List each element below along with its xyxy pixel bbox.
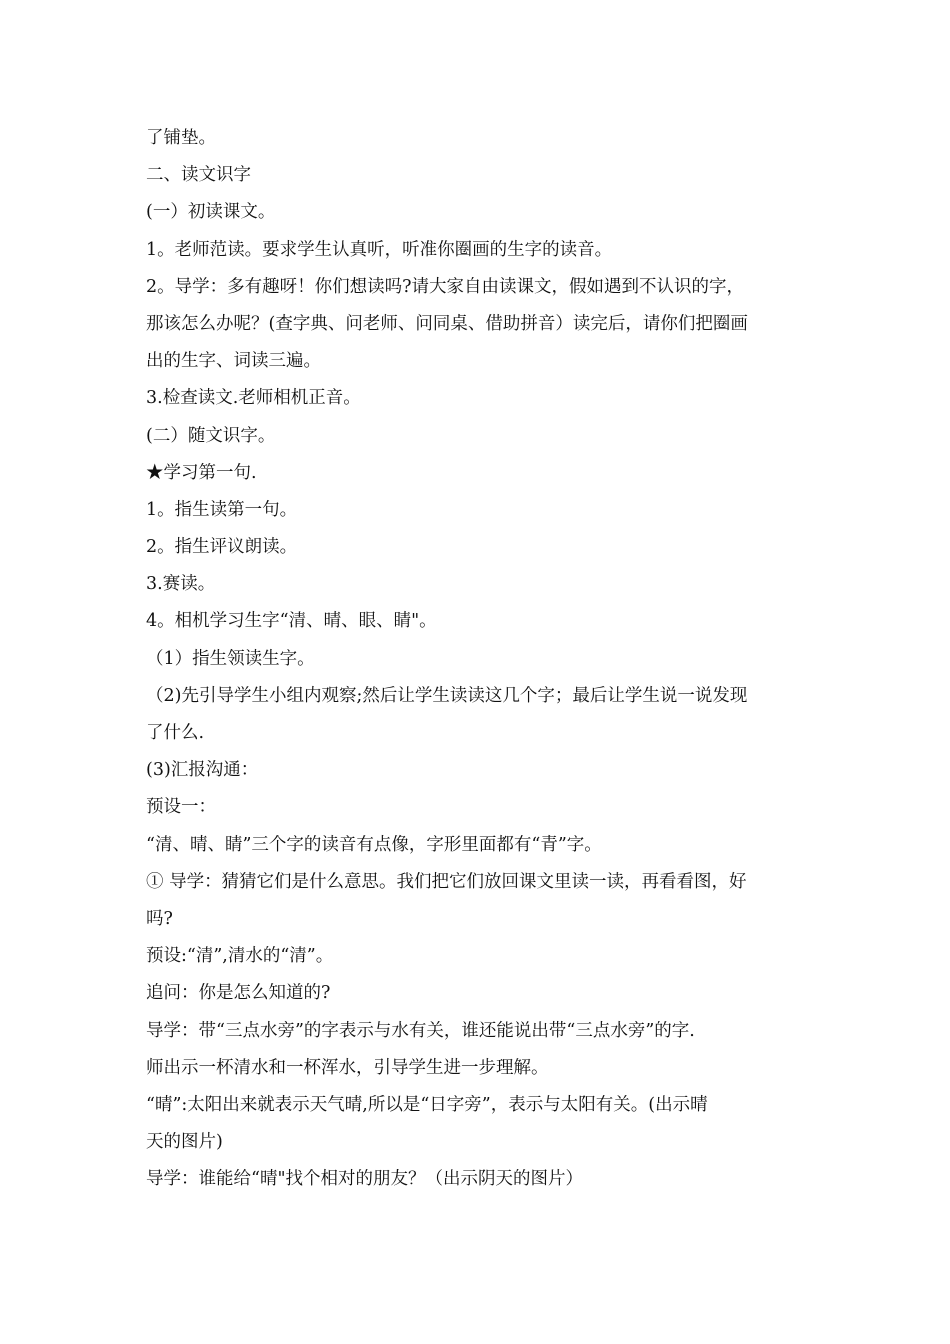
text-line: 4。相机学习生字“清、晴、眼、睛"。 <box>146 611 437 632</box>
text-line: ① 导学：猜猜它们是什么意思。我们把它们放回课文里读一读，再看看图，好 <box>146 871 747 892</box>
text-line: 天的图片) <box>146 1132 223 1153</box>
text-line: 了什么. <box>146 723 205 743</box>
text-line: 预设一： <box>146 797 216 818</box>
section-heading: 二、读文识字 <box>146 165 251 186</box>
text-line: 导学：带“三点水旁”的字表示与水有关，谁还能说出带“三点水旁”的字. <box>146 1020 695 1041</box>
text-line: ★学习第一句. <box>146 462 257 483</box>
document-body <box>146 120 810 1198</box>
text-line: 2。指生评议朗读。 <box>146 537 298 558</box>
text-line: 1。指生读第一句。 <box>146 499 298 520</box>
text-line: 了铺垫。 <box>146 128 216 148</box>
text-line: 预设:“清”,清水的“清”。 <box>146 946 334 967</box>
text-line: 3.检查读文.老师相机正音。 <box>146 388 361 409</box>
text-line: “清、晴、睛”三个字的读音有点像，字形里面都有“青”字。 <box>146 834 602 855</box>
text-line: 导学：谁能给“晴"找个相对的朋友？（出示阴天的图片） <box>146 1169 583 1190</box>
text-line: 那该怎么办呢？(查字典、问老师、问同桌、借助拼音）读完后，请你们把圈画 <box>146 313 748 334</box>
text-line: （2)先引导学生小组内观察;然后让学生读读这几个字；最后让学生说一说发现 <box>146 685 748 706</box>
text-line: 师出示一杯清水和一杯浑水，引导学生进一步理解。 <box>146 1057 549 1078</box>
text-line: 3.赛读。 <box>146 574 216 595</box>
text-line: 1。老师范读。要求学生认真听，听准你圈画的生字的读音。 <box>146 239 613 260</box>
text-line: 吗? <box>146 908 173 929</box>
subsection-heading: (一）初读课文。 <box>146 202 276 223</box>
text-line: 2。导学：多有趣呀！你们想读吗?请大家自由读课文，假如遇到不认识的字， <box>146 276 745 297</box>
subsection-heading: (二）随文识字。 <box>146 425 276 446</box>
text-line: (3)汇报沟通： <box>146 760 259 781</box>
text-line: “晴”:太阳出来就表示天气晴,所以是“日字旁”，表示与太阳有关。(出示晴 <box>146 1094 708 1115</box>
text-line: （1）指生领读生字。 <box>146 648 315 669</box>
text-line: 出的生字、词读三遍。 <box>146 351 321 372</box>
text-line: 追问：你是怎么知道的? <box>146 983 331 1004</box>
